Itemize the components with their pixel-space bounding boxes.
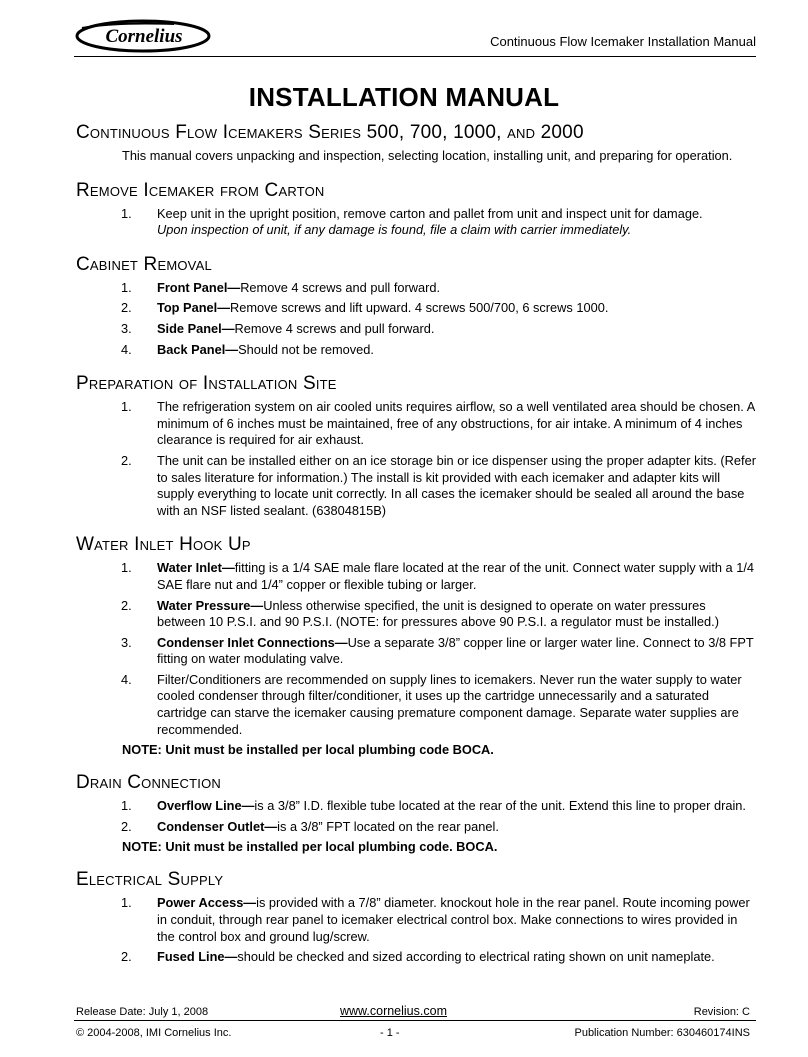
- intro-paragraph: This manual covers unpacking and inspection, selecting location, installing unit, and preparing for operation.: [122, 148, 733, 163]
- list-item: 2. The unit can be installed either on an ice storage bin or ice dispenser using the proper adapter kits. (Refer to sales literature for information.) The install is kit provided with each icemaker and adapter kits will supply everything to locate unit correctly. In all cases the icemaker should be sealed all around the base with an NSF listed sealant. (63804815B): [121, 452, 756, 518]
- list-item: 4. Filter/Conditioners are recommended on supply lines to icemakers. Never run the water supply to water cooled condenser through filter/conditioner, it uses up the cartridge unnecessarily and a saturated cartridge can starve the icemaker causing premature component damage. Separate water supplies are recommended.: [121, 671, 742, 737]
- revision: Revision: C: [693, 1006, 750, 1018]
- section-electrical: [76, 869, 756, 965]
- section-heading-remove: Remove Icemaker from Carton: [76, 179, 325, 201]
- header-title: Continuous Flow Icemaker Installation Manual: [490, 34, 756, 49]
- list-item: 1. Overflow Line—is a 3/8” I.D. flexible tube located at the rear of the unit. Extend this line to proper drain.: [121, 798, 746, 814]
- list-item: 1. The refrigeration system on air cooled units requires airflow, so a well ventilated area should be chosen. A minimum of 6 inches must be maintained, free of any obstructions, for air intake. A minimum of 4 inches clearance is required for air exhaust.: [121, 399, 755, 448]
- intro-heading-text: Continuous Flow Icemakers Series 500, 700, 1000, and 2000: [76, 122, 584, 143]
- cornelius-logo: [74, 18, 212, 54]
- section-heading-cabinet: Cabinet Removal: [76, 253, 212, 275]
- page-title: INSTALLATION MANUAL: [248, 82, 560, 112]
- section-drain: [76, 772, 756, 854]
- remove-list: [76, 206, 756, 239]
- list-item: 1. Front Panel—Remove 4 screws and pull forward.: [121, 279, 441, 295]
- section-heading-drain: Drain Connection: [76, 772, 221, 794]
- section-heading-electrical: Electrical Supply: [76, 869, 224, 891]
- section-water: [76, 534, 756, 757]
- electrical-list: [76, 895, 756, 965]
- list-item: 1. Keep unit in the upright position, remove carton and pallet from unit and inspect unit for damage. Upon inspection of unit, if any damage is found, file a claim with carrier immediately.: [121, 205, 703, 238]
- website-link[interactable]: www.cornelius.com: [340, 1004, 447, 1018]
- copyright: © 2004-2008, IMI Cornelius Inc.: [76, 1027, 232, 1039]
- page-header: [74, 18, 756, 58]
- footer-divider: [74, 1020, 756, 1021]
- list-item: 4. Back Panel—Should not be removed.: [121, 341, 374, 357]
- section-heading-intro: [76, 122, 756, 144]
- water-note: NOTE: Unit must be installed per local plumbing code BOCA.: [122, 742, 494, 758]
- list-item: 1. Water Inlet—fitting is a 1/4 SAE male flare located at the rear of the unit. Connect water supply with a 1/4 SAE flare nut and 1/4” copper or flexible tubing or larger.: [121, 560, 755, 592]
- list-item: 3. Side Panel—Remove 4 screws and pull forward.: [121, 320, 435, 336]
- remove-item-italic: Upon inspection of unit, if any damage is found, file a claim with carrier immediately.: [157, 222, 632, 238]
- document-body: [76, 122, 756, 970]
- section-heading-prep: Preparation of Installation Site: [76, 373, 337, 395]
- section-remove: [76, 180, 756, 239]
- list-item: 2. Condenser Outlet—is a 3/8” FPT located on the rear panel.: [121, 818, 499, 834]
- drain-note: NOTE: Unit must be installed per local plumbing code. BOCA.: [122, 839, 498, 855]
- list-item: 3. Condenser Inlet Connections—Use a separate 3/8” copper line or larger water line. Connect to 3/8 FPT fitting on water modulating valve.: [121, 634, 754, 667]
- list-item: 2. Water Pressure—Unless otherwise specified, the unit is designed to operate on water pressures between 10 P.S.I. and 90 P.S.I. (NOTE: for pressures above 90 P.S.I. a regulator must be installed.): [121, 597, 719, 630]
- publication-number: Publication Number: 630460174INS: [574, 1027, 750, 1039]
- remove-item-text: Keep unit in the upright position, remove carton and pallet from unit and inspect unit for damage.: [157, 205, 703, 221]
- list-item: 2. Top Panel—Remove screws and lift upward. 4 screws 500/700, 6 screws 1000.: [121, 300, 609, 316]
- logo-text: Cornelius: [105, 26, 183, 47]
- section-cabinet: [76, 254, 756, 358]
- release-date: Release Date: July 1, 2008: [76, 1006, 209, 1018]
- water-list: [76, 560, 756, 738]
- cabinet-list: [76, 280, 756, 358]
- page-number: - 1 -: [380, 1027, 400, 1039]
- drain-list: [76, 798, 756, 835]
- prep-list: [76, 399, 756, 519]
- list-item: 1. Power Access—is provided with a 7/8” diameter. knockout hole in the rear panel. Route incoming power in conduit, through rear panel to icemaker electrical control box. Make connections to wires provided in the control box and ground lug/screw.: [121, 895, 750, 944]
- section-heading-water: Water Inlet Hook Up: [76, 534, 251, 556]
- section-prep: [76, 373, 756, 519]
- list-item: 2. Fused Line—should be checked and sized according to electrical rating shown on unit nameplate.: [121, 949, 715, 965]
- section-intro: [76, 122, 756, 165]
- header-divider: [74, 56, 756, 57]
